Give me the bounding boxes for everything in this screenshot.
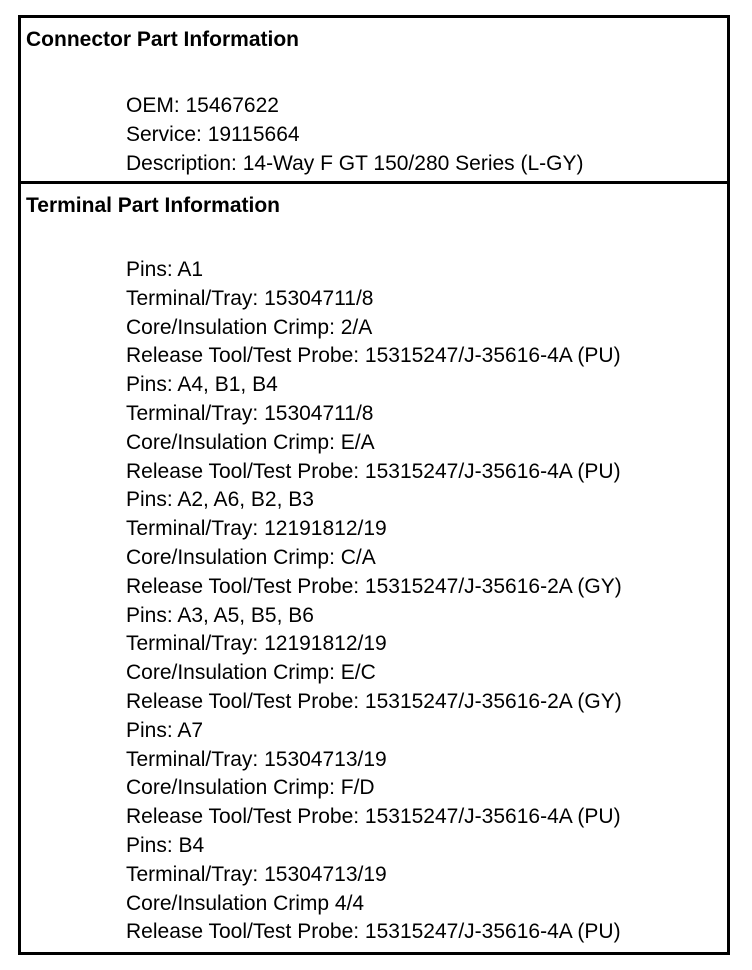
terminal-pins-line: Pins: A2, A6, B2, B3 [126, 488, 314, 512]
terminal-crimp-line: Core/Insulation Crimp: F/D [126, 776, 375, 800]
terminal-crimp-line: Core/Insulation Crimp: C/A [126, 545, 376, 569]
terminal-release-tool-line: Release Tool/Test Probe: 15315247/J-35616-2A (GY) [126, 689, 622, 713]
terminal-pins-line: Pins: A4, B1, B4 [126, 373, 278, 397]
connector-part-section [21, 18, 727, 184]
terminal-tray-line: Terminal/Tray: 12191812/19 [126, 632, 387, 656]
connector-oem-line: OEM: 15467622 [126, 94, 279, 117]
terminal-tray-line: Terminal/Tray: 15304711/8 [126, 286, 374, 310]
terminal-pins-line: Pins: A7 [126, 718, 204, 742]
terminal-crimp-line: Core/Insulation Crimp: E/C [126, 661, 376, 685]
terminal-tray-line: Terminal/Tray: 12191812/19 [126, 517, 387, 541]
terminal-release-tool-line: Release Tool/Test Probe: 15315247/J-35616-4A (PU) [126, 920, 621, 944]
terminal-crimp-line: Core/Insulation Crimp: 2/A [126, 315, 373, 339]
connector-info-table [18, 15, 730, 955]
terminal-release-tool-line: Release Tool/Test Probe: 15315247/J-35616-2A (GY) [126, 574, 622, 598]
terminal-pins-line: Pins: A1 [126, 258, 204, 281]
terminal-crimp-line: Core/Insulation Crimp: E/A [126, 430, 375, 454]
connector-description-line: Description: 14-Way F GT 150/280 Series (L-GY) [126, 151, 584, 175]
terminal-part-details [126, 256, 622, 947]
terminal-crimp-line: Core/Insulation Crimp 4/4 [126, 891, 365, 915]
connector-part-heading: Connector Part Information [26, 28, 300, 51]
terminal-tray-line: Terminal/Tray: 15304711/8 [126, 401, 374, 425]
terminal-release-tool-line: Release Tool/Test Probe: 15315247/J-35616-4A (PU) [126, 805, 621, 829]
terminal-part-heading: Terminal Part Information [26, 194, 280, 217]
terminal-tray-line: Terminal/Tray: 15304713/19 [126, 862, 387, 886]
terminal-pins-line: Pins: B4 [126, 833, 205, 857]
connector-part-details [126, 92, 584, 178]
terminal-release-tool-line: Release Tool/Test Probe: 15315247/J-35616-4A (PU) [126, 344, 621, 368]
terminal-release-tool-line: Release Tool/Test Probe: 15315247/J-35616-4A (PU) [126, 459, 621, 483]
terminal-tray-line: Terminal/Tray: 15304713/19 [126, 747, 387, 771]
connector-service-line: Service: 19115664 [126, 122, 300, 146]
terminal-pins-line: Pins: A3, A5, B5, B6 [126, 603, 314, 627]
